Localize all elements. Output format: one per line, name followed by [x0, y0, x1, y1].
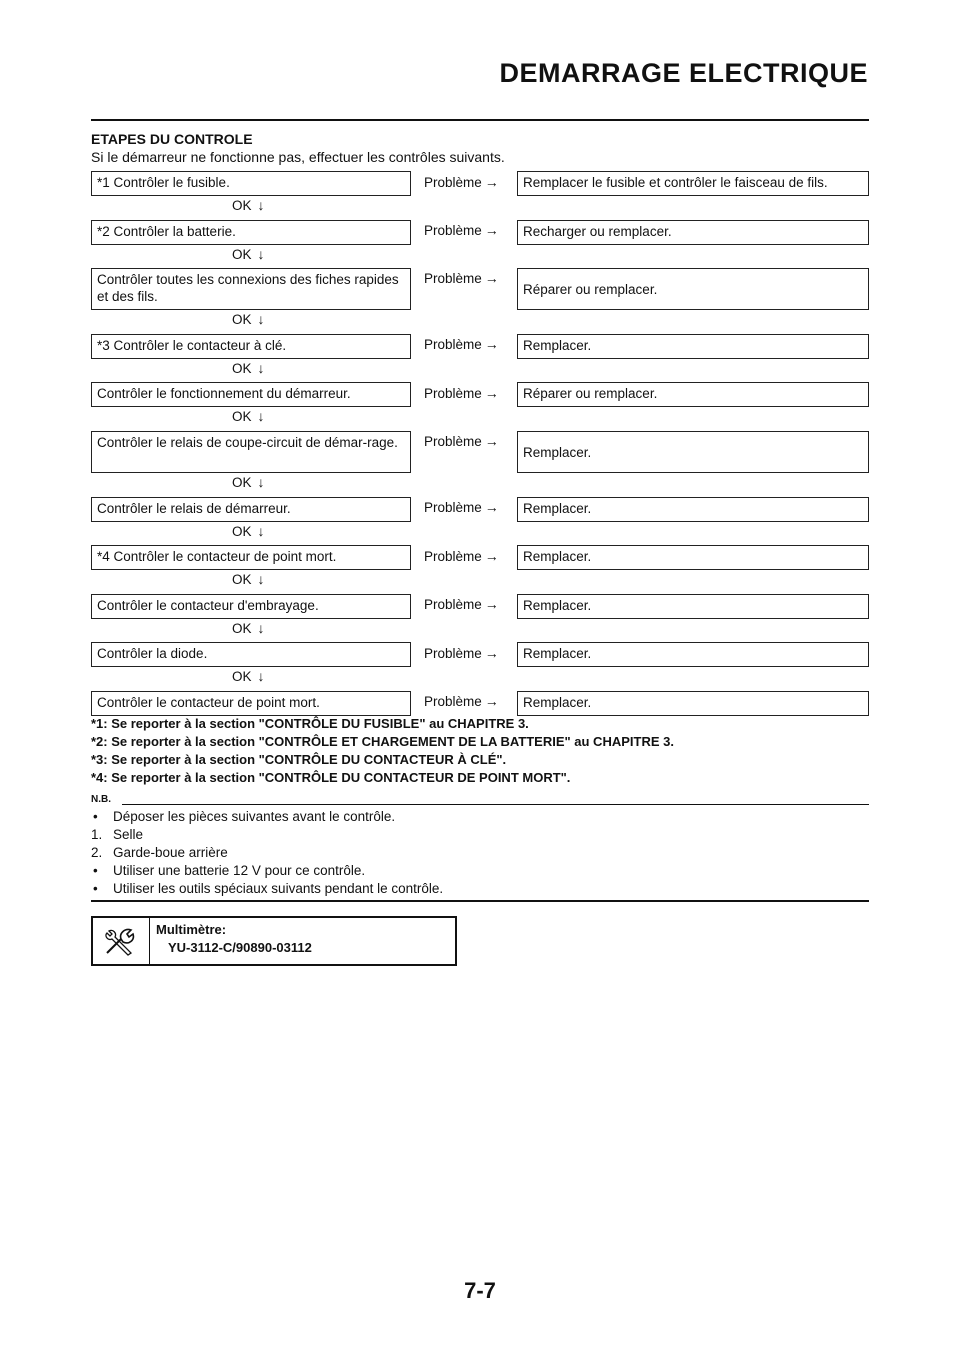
tool-name: Multimètre: [156, 922, 227, 937]
note-list [91, 808, 443, 898]
action-box: Remplacer. [517, 431, 869, 473]
section-intro: Si le démarreur ne fonctionne pas, effectuer les contrôles suivants. [91, 149, 505, 165]
arrow-down-icon: ↓ [257, 523, 265, 539]
page-number: 7-7 [464, 1278, 496, 1303]
note-item: 2. Garde-boue arrière [91, 845, 228, 860]
check-box: *4 Contrôler le contacteur de point mort. [91, 545, 411, 570]
arrow-right-icon: → [484, 174, 499, 190]
action-box: Remplacer. [517, 594, 869, 619]
reference-notes [91, 715, 674, 787]
arrow-down-icon: ↓ [257, 246, 265, 262]
reference-line: *4: Se reporter à la section "CONTRÔLE DU CONTACTEUR DE POINT MORT". [91, 770, 571, 785]
tool-code: YU-3112-C/90890-03112 [168, 940, 312, 955]
ok-label: OK ↓ [232, 668, 265, 684]
problem-label: Problème → [424, 270, 499, 286]
arrow-right-icon: → [484, 385, 499, 401]
wrench-tool-icon [93, 918, 150, 964]
ok-label: OK ↓ [232, 620, 265, 636]
note-end-rule [91, 900, 869, 902]
check-box: Contrôler la diode. [91, 642, 411, 667]
note-item: • Utiliser une batterie 12 V pour ce contrôle. [93, 863, 366, 878]
arrow-down-icon: ↓ [257, 668, 265, 684]
problem-label: Problème → [424, 385, 499, 401]
reference-line: *2: Se reporter à la section "CONTRÔLE ET CHARGEMENT DE LA BATTERIE" au CHAPITRE 3. [91, 734, 674, 749]
check-box: Contrôler le relais de démarreur. [91, 497, 411, 522]
action-box: Recharger ou remplacer. [517, 220, 869, 245]
action-box: Réparer ou remplacer. [517, 268, 869, 310]
action-box: Remplacer le fusible et contrôler le faisceau de fils. [517, 171, 869, 196]
action-box: Remplacer. [517, 691, 869, 716]
arrow-right-icon: → [484, 645, 499, 661]
problem-label: Problème → [424, 433, 499, 449]
page-title: DEMARRAGE ELECTRIQUE [499, 58, 868, 88]
reference-line: *1: Se reporter à la section "CONTRÔLE DU FUSIBLE" au CHAPITRE 3. [91, 716, 529, 731]
arrow-right-icon: → [484, 336, 499, 352]
arrow-right-icon: → [484, 222, 499, 238]
check-box: Contrôler le contacteur d'embrayage. [91, 594, 411, 619]
note-item: • Déposer les pièces suivantes avant le contrôle. [93, 809, 396, 824]
action-box: Remplacer. [517, 497, 869, 522]
arrow-down-icon: ↓ [257, 474, 265, 490]
ok-label: OK ↓ [232, 197, 265, 213]
problem-label: Problème → [424, 222, 499, 238]
problem-label: Problème → [424, 336, 499, 352]
check-box: Contrôler le contacteur de point mort. [91, 691, 411, 716]
ok-label: OK ↓ [232, 311, 265, 327]
ok-label: OK ↓ [232, 360, 265, 376]
arrow-right-icon: → [484, 270, 499, 286]
arrow-right-icon: → [484, 499, 499, 515]
arrow-right-icon: → [484, 693, 499, 709]
ok-label: OK ↓ [232, 474, 265, 490]
arrow-down-icon: ↓ [257, 360, 265, 376]
action-box: Réparer ou remplacer. [517, 382, 869, 407]
note-item: • Utiliser les outils spéciaux suivants pendant le contrôle. [93, 881, 444, 896]
arrow-down-icon: ↓ [257, 408, 265, 424]
note-rule [122, 804, 869, 805]
title-rule [91, 119, 869, 121]
section-heading: ETAPES DU CONTROLE [91, 131, 253, 147]
problem-label: Problème → [424, 499, 499, 515]
check-box: Contrôler toutes les connexions des fiches rapides et des fils. [91, 268, 411, 310]
note-item: 1. Selle [91, 827, 144, 842]
ok-label: OK ↓ [232, 571, 265, 587]
arrow-down-icon: ↓ [257, 197, 265, 213]
arrow-down-icon: ↓ [257, 571, 265, 587]
action-box: Remplacer. [517, 545, 869, 570]
problem-label: Problème → [424, 174, 499, 190]
ok-label: OK ↓ [232, 523, 265, 539]
ok-label: OK ↓ [232, 246, 265, 262]
check-box: *1 Contrôler le fusible. [91, 171, 411, 196]
ok-label: OK ↓ [232, 408, 265, 424]
check-box: *3 Contrôler le contacteur à clé. [91, 334, 411, 359]
action-box: Remplacer. [517, 642, 869, 667]
reference-line: *3: Se reporter à la section "CONTRÔLE DU CONTACTEUR À CLÉ". [91, 752, 507, 767]
check-box: Contrôler le fonctionnement du démarreur. [91, 382, 411, 407]
special-tool-box [91, 916, 457, 966]
arrow-right-icon: → [484, 548, 499, 564]
problem-label: Problème → [424, 548, 499, 564]
action-box: Remplacer. [517, 334, 869, 359]
arrow-right-icon: → [484, 433, 499, 449]
check-box: *2 Contrôler la batterie. [91, 220, 411, 245]
problem-label: Problème → [424, 596, 499, 612]
arrow-down-icon: ↓ [257, 311, 265, 327]
arrow-right-icon: → [484, 596, 499, 612]
problem-label: Problème → [424, 645, 499, 661]
check-box: Contrôler le relais de coupe-circuit de démar-rage. [91, 431, 411, 473]
note-label: N.B. [91, 794, 111, 805]
problem-label: Problème → [424, 693, 499, 709]
special-tool-text [150, 918, 318, 964]
arrow-down-icon: ↓ [257, 620, 265, 636]
